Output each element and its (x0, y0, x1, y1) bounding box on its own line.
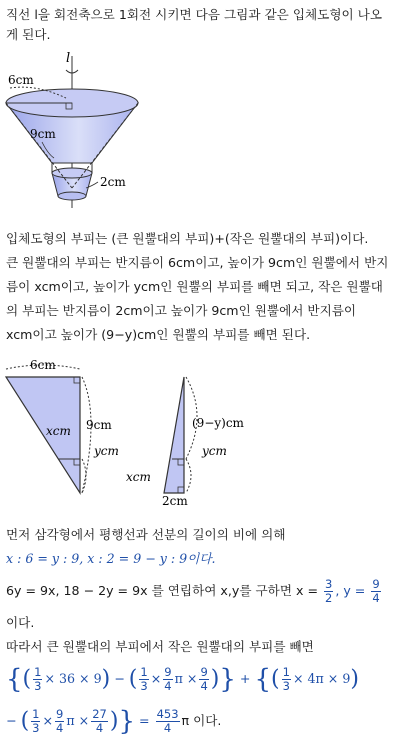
bottom-radius-label: 2cm (100, 175, 126, 189)
axis-label: l (66, 51, 71, 66)
body-p4: 의 부피는 반지름이 2cm이고 높이가 9cm인 원뿔에서 반지름이 (6, 303, 357, 318)
solid-figure (0, 48, 400, 218)
slant-label: 9cm (30, 127, 56, 141)
intro-line-2: 게 된다. (6, 27, 51, 42)
body-p2: 큰 원뿔대의 부피는 반지름이 6cm이고, 높이가 9cm인 원뿔에서 반지 (6, 255, 389, 270)
right-triangle (164, 377, 184, 493)
intro-line-1: 직선 l을 회전축으로 1회전 시키면 다음 그림과 같은 입체도형이 나오 (6, 7, 383, 22)
sol-line-1: 먼저 삼각형에서 평행선과 선분의 길이의 비에 의해 (6, 527, 286, 542)
body-p5: xcm이고 높이가 (9−y)cm인 원뿔의 부피를 빼면 된다. (6, 327, 311, 342)
body-p3: 름이 xcm이고, 높이가 ycm인 원뿔의 부피를 빼면 되고, 작은 원뿔대 (6, 279, 383, 294)
sol-line-5: 따라서 큰 원뿔대의 부피에서 작은 원뿔대의 부피를 빼면 (6, 639, 314, 654)
formula-line-2: − ( $\frac{1}{3}$ × $\frac{9}{4}$ π × $\frac{27}{4}$ )} = $\frac{453}{4}$ π 이다. (6, 706, 222, 737)
sol-line-3: 6y = 9x, 18 − 2y = 9x 를 연립하여 x,y를 구하면 x = $\frac{3}{2}$ , y = $\frac{9}{4}$ (6, 577, 380, 605)
sol-line-3-text: 6y = 9x, 18 − 2y = 9x 를 연립하여 x,y를 구하면 x = (6, 583, 322, 598)
triangles-figure (0, 355, 400, 515)
right-y-label: ycm (202, 444, 227, 458)
left-height-label: 9cm (86, 418, 112, 432)
left-top-label: 6cm (30, 358, 56, 372)
sol-line-2: x : 6 = y : 9, x : 2 = 9 − y : 9이다. (6, 551, 216, 566)
y-fraction: $\frac{9}{4}$ (372, 577, 380, 605)
left-y-label: ycm (94, 444, 119, 458)
right-x-label: xcm (126, 470, 151, 484)
x-fraction: $\frac{3}{2}$ (325, 577, 333, 605)
left-x-label: xcm (46, 424, 71, 438)
right-base-label: 2cm (162, 494, 188, 508)
body-p1: 입체도형의 부피는 (큰 원뿔대의 부피)+(작은 원뿔대의 부피)이다. (6, 231, 369, 246)
top-radius-label: 6cm (8, 73, 34, 87)
sol-line-4: 이다. (6, 615, 35, 630)
right-slant-label: (9−y)cm (192, 416, 244, 430)
formula-line-1: {( $\frac{1}{3}$ × 36 × 9) − ( $\frac{1}{3}$ × $\frac{9}{4}$ π × $\frac{9}{4}$ )} + {( $\frac{1}{3}$ × 4π × 9) (6, 664, 359, 695)
